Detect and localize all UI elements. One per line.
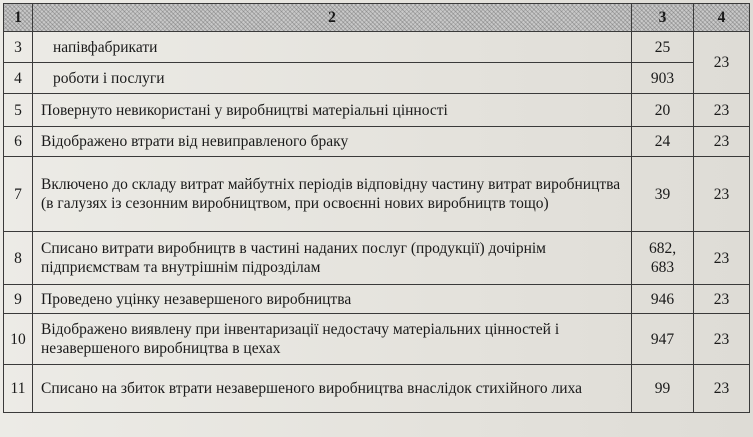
row-description: Списано на збиток втрати незавершеного виробництва внаслідок стихійного лиха bbox=[33, 365, 632, 413]
header-col-4: 4 bbox=[694, 4, 750, 32]
row-credit-account: 23 bbox=[694, 365, 750, 413]
row-account: 20 bbox=[632, 94, 694, 127]
row-credit-account: 23 bbox=[694, 285, 750, 314]
table-header-row bbox=[4, 4, 750, 32]
row-account: 946 bbox=[632, 285, 694, 314]
table-row bbox=[4, 63, 750, 94]
row-credit-account: 23 bbox=[694, 314, 750, 365]
table-row bbox=[4, 127, 750, 157]
row-number: 10 bbox=[4, 314, 33, 365]
row-credit-account: 23 bbox=[694, 127, 750, 157]
row-account: 682, 683 bbox=[632, 232, 694, 285]
row-description: Повернуто невикористані у виробництві матеріальні цінності bbox=[33, 94, 632, 127]
header-col-2: 2 bbox=[33, 4, 632, 32]
row-description: Відображено втрати від невиправленого браку bbox=[33, 127, 632, 157]
table-row bbox=[4, 365, 750, 413]
table-row bbox=[4, 232, 750, 285]
row-number: 7 bbox=[4, 157, 33, 232]
row-number: 9 bbox=[4, 285, 33, 314]
row-number: 6 bbox=[4, 127, 33, 157]
row-account: 947 bbox=[632, 314, 694, 365]
row-description: Проведено уцінку незавершеного виробництва bbox=[33, 285, 632, 314]
row-description: Відображено виявлену при інвентаризації недостачу матеріальних цінностей і незавершеного виробництва в цехах bbox=[33, 314, 632, 365]
table-row bbox=[4, 314, 750, 365]
row-number: 4 bbox=[4, 63, 33, 94]
row-account: 39 bbox=[632, 157, 694, 232]
table-row bbox=[4, 285, 750, 314]
row-account: 25 bbox=[632, 32, 694, 63]
row-description: напівфабрикати bbox=[33, 32, 632, 63]
table-row bbox=[4, 94, 750, 127]
row-credit-account: 23 bbox=[694, 94, 750, 127]
accounting-entries-table bbox=[3, 3, 750, 413]
row-credit-account: 23 bbox=[694, 232, 750, 285]
header-col-1: 1 bbox=[4, 4, 33, 32]
header-col-3: 3 bbox=[632, 4, 694, 32]
row-account: 903 bbox=[632, 63, 694, 94]
row-account: 99 bbox=[632, 365, 694, 413]
row-number: 8 bbox=[4, 232, 33, 285]
row-number: 11 bbox=[4, 365, 33, 413]
table-row bbox=[4, 32, 750, 63]
row-description: роботи і послуги bbox=[33, 63, 632, 94]
row-number: 3 bbox=[4, 32, 33, 63]
row-description: Включено до складу витрат майбутніх періодів відповідну частину витрат виробництва (в галузях із сезонним виробництвом, при освоєнні нових виробництв тощо) bbox=[33, 157, 632, 232]
row-description: Списано витрати виробництв в частині наданих послуг (продукції) дочірнім підприємствам та внутрішнім підрозділам bbox=[33, 232, 632, 285]
row-number: 5 bbox=[4, 94, 33, 127]
row-account: 24 bbox=[632, 127, 694, 157]
table-row bbox=[4, 157, 750, 232]
row-credit-account: 23 bbox=[694, 157, 750, 232]
row-credit-account: 23 bbox=[694, 32, 750, 94]
